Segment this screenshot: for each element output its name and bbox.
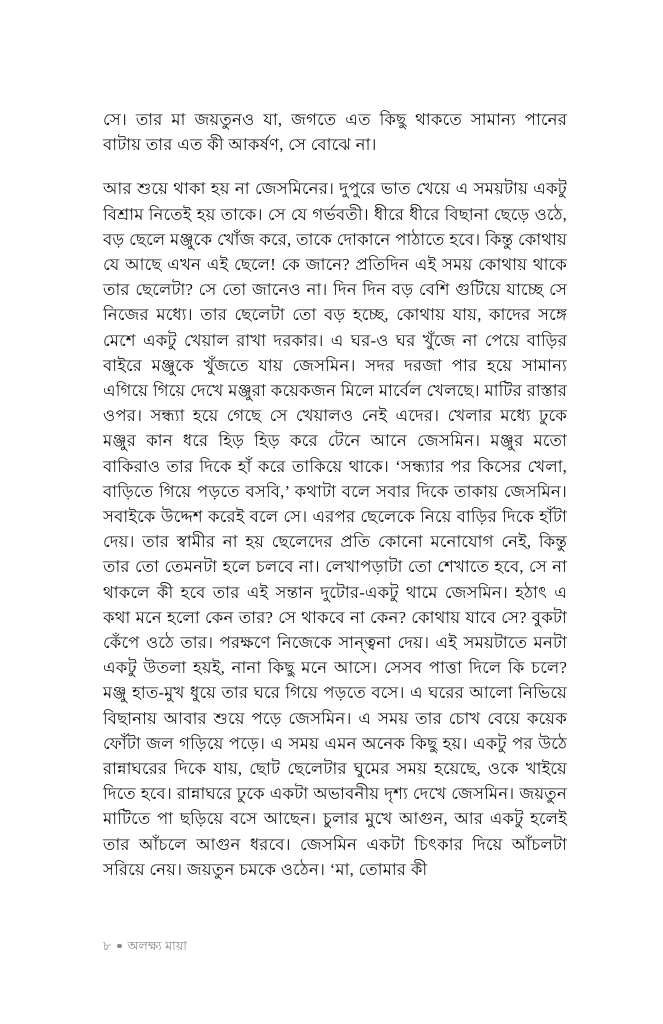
body-text-block [103,107,567,882]
book-title: অলক্ষ্য মায়া [127,939,188,953]
page-footer [103,938,187,954]
paragraph: আর শুয়ে থাকা হয় না জেসমিনের। দুপুরে ভাত খেয়ে এ সময়টায় একটু বিশ্রাম নিতেই হয় তাকে। সে যে গর্ভবতী। ধীরে ধীরে বিছানা ছেড়ে ওঠে, বড় ছেলে মঞ্জুকে খোঁজ করে, তাকে দোকানে পাঠাতে হবে। কিন্তু কোথায় যে আছে এখন এই ছেলে! কে জানে? প্রতিদিন এই সময় কোথায় থাকে তার ছেলেটা? সে তো জানেও না। দিন দিন বড় বেশি গুটিয়ে যাচ্ছে সে নিজের মধ্যে। তার ছেলেটা তো বড় হচ্ছে, কোথায় যায়, কাদের সঙ্গে মেশে একটু খেয়াল রাখা দরকার। এ ঘর-ও ঘর খুঁজে না পেয়ে বাড়ির বাইরে মঞ্জুকে খুঁজতে যায় জেসমিন। সদর দরজা পার হয়ে সামান্য এগিয়ে গিয়ে দেখে মঞ্জুরা কয়েকজন মিলে মার্বেল খেলছে। মাটির রাস্তার ওপর। সন্ধ্যা হয়ে গেছে সে খেয়ালও নেই এদের। খেলার মধ্যে ঢুকে মঞ্জুর কান ধরে হিড় হিড় করে টেনে আনে জেসমিন। মঞ্জুর মতো বাকিরাও তার দিকে হাঁ করে তাকিয়ে থাকে। ‘সন্ধ্যার পর কিসের খেলা, বাড়িতে গিয়ে পড়তে বসবি,’ কথাটা বলে সবার দিকে তাকায় জেসমিন। সবাইকে উদ্দেশ করেই বলে সে। এরপর ছেলেকে নিয়ে বাড়ির দিকে হাঁটা দেয়। তার স্বামীর না হয় ছেলেদের প্রতি কোনো মনোযোগ নেই, কিন্তু তার তো তেমনটা হলে চলবে না। লেখাপড়াটা তো শেখাতে হবে, সে না থাকলে কী হবে তার এই সন্তান দুটোর-একটু থামে জেসমিন। হঠাৎ এ কথা মনে হলো কেন তার? সে থাকবে না কেন? কোথায় যাবে সে? বুকটা কেঁপে ওঠে তার। পরক্ষণে নিজেকে সান্ত্বনা দেয়। এই সময়টাতে মনটা একটু উতলা হয়ই, নানা কিছু মনে আসে। সেসব পাত্তা দিলে কি চলে? মঞ্জু হাত-মুখ ধুয়ে তার ঘরে গিয়ে পড়তে বসে। এ ঘরের আলো নিভিয়ে বিছানায় আবার শুয়ে পড়ে জেসমিন। এ সময় তার চোখ বেয়ে কয়েক ফোঁটা জল গড়িয়ে পড়ে। এ সময় এমন অনেক কিছু হয়। একটু পর উঠে রান্নাঘরের দিকে যায়, ছোট ছেলেটার ঘুমের সময় হয়েছে, ওকে খাইয়ে দিতে হবে। রান্নাঘরে ঢুকে একটা অভাবনীয় দৃশ্য দেখে জেসমিন। জয়তুন মাটিতে পা ছড়িয়ে বসে আছেন। চুলার মুখে আগুন, আর একটু হলেই তার আঁচলে আগুন ধরবে। জেসমিন একটা চিৎকার দিয়ে আঁচলটা সরিয়ে নেয়। জয়তুন চমকে ওঠেন। ‘মা, তোমার কী [103,179,567,879]
paragraph: সে। তার মা জয়তুনও যা, জগতে এত কিছু থাকতে সামান্য পানের বাটায় তার এত কী আকর্ষণ, সে বোঝে না। [103,110,567,155]
page-number: ৮ [103,939,112,953]
bullet-dot-icon [117,944,122,949]
